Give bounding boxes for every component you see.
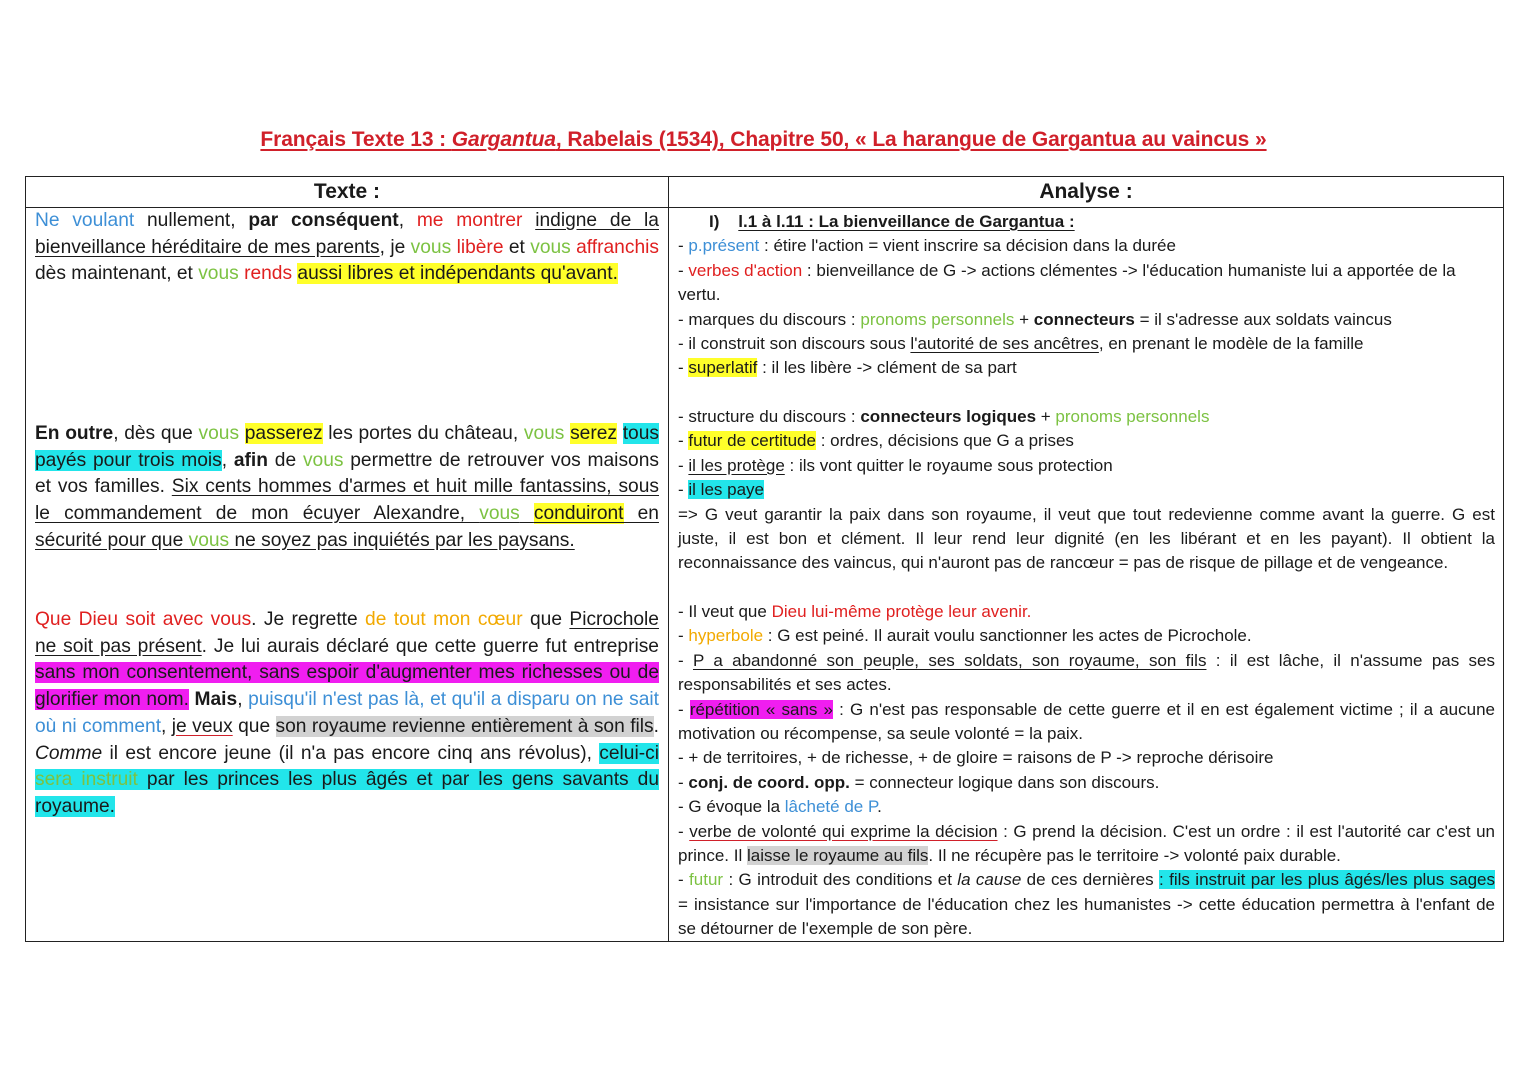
header-texte: Texte : <box>26 177 669 208</box>
header-analyse: Analyse : <box>669 177 1504 208</box>
title-prefix: Français Texte 13 : <box>260 128 452 151</box>
analysis-table <box>25 176 1504 942</box>
analysis-block-1: I) l.1 à l.11 : La bienveillance de Gargantua : - p.présent : étire l'action = vient inscrire sa décision dans la durée - verbes d'action : bienveillance de G -> actions clémentes -> l'éducation humaniste lui a apportée de la vertu. - marques du discours : pronoms personnels + connecteurs = il s'adresse aux soldats vaincus - il construit son discours sous l'autorité de ses ancêtres, en prenant le modèle de la famille - superlatif : il les libère -> clément de sa part <box>678 212 1456 378</box>
analysis-column <box>669 208 1504 942</box>
text-column <box>26 208 669 942</box>
section-title: l.1 à l.11 : La bienveillance de Gargantua : <box>738 212 1075 231</box>
section-number: I) <box>709 212 720 231</box>
text-paragraph-2: En outre, dès que vous passerez les portes du château, vous serez tous payés pour trois mois, afin de vous permettre de retrouver vos maisons et vos familles. Six cents hommes d'armes et huit mille fantassins, sous le commandement de mon écuyer Alexandre, vous conduiront en sécurité pour que vous ne soyez pas inquiétés par les paysans. <box>35 423 659 551</box>
analysis-block-3: - Il veut que Dieu lui-même protège leur avenir. - hyperbole : G est peiné. Il aurait voulu sanctionner les actes de Picrochole. - P a abandonné son peuple, ses soldats, son royaume, son fils : il est lâche, il n'assume pas ses responsabilités et ses actes. - répétition « sans » : G n'est pas responsable de cette guerre et il en est également victime ; il a aucune motivation ou récompense, sa seule volonté = la paix. - + de territoires, + de richesse, + de gloire = raisons de P -> reproche dérisoire - conj. de coord. opp. = connecteur logique dans son discours. - G évoque la lâcheté de P. - verbe de volonté qui exprime la décision : G prend la décision. C'est un ordre : il est l'autorité car c'est un prince. Il laisse le royaume au fils. Il ne récupère pas le territoire -> volonté paix durable. - futur : G introduit des conditions et la cause de ces dernières : fils instruit par les plus âgés/les plus sages = insistance sur l'importance de l'éducation chez les humanistes -> cette éducation permettra à l'enfant de se détourner de l'exemple de son père. <box>678 602 1496 939</box>
text-paragraph-3: Que Dieu soit avec vous. Je regrette de tout mon cœur que Picrochole ne soit pas présent. Je lui aurais déclaré que cette guerre fut entreprise sans mon consentement, sans espoir d'augmenter mes richesses ou de glorifier mon nom. Mais, puisqu'il n'est pas là, et qu'il a disparu on ne sait où ni comment, je veux que son royaume revienne entièrement à son fils. Comme il est encore jeune (il n'a pas encore cinq ans révolus), celui-ci sera instruit par les princes les plus âgés et par les gens savants du royaume. <box>35 609 659 817</box>
title-suffix: , Rabelais (1534), Chapitre 50, « La harangue de Gargantua au vaincus » <box>555 128 1267 151</box>
text-paragraph-1: Ne voulant nullement, par conséquent, me montrer indigne de la bienveillance héréditaire de mes parents, je vous libère et vous affranchis dès maintenant, et vous rends aussi libres et indépendants qu'avant. <box>35 210 659 285</box>
page-title <box>0 128 1527 152</box>
analysis-block-2: - structure du discours : connecteurs logiques + pronoms personnels - futur de certitude : ordres, décisions que G a prises - il les protège : ils vont quitter le royaume sous protection - il les paye => G veut garantir la paix dans son royaume, il veut que tout redevienne comme avant la guerre. G est juste, il est bon et clément. Il leur rend leur dignité (en les libérant et en les payant). Il obtient la reconnaissance des vaincus, qui n'auront pas de rancœur = pas de risque de pillage et de vengeance. <box>678 407 1495 573</box>
title-work: Gargantua <box>451 128 556 151</box>
